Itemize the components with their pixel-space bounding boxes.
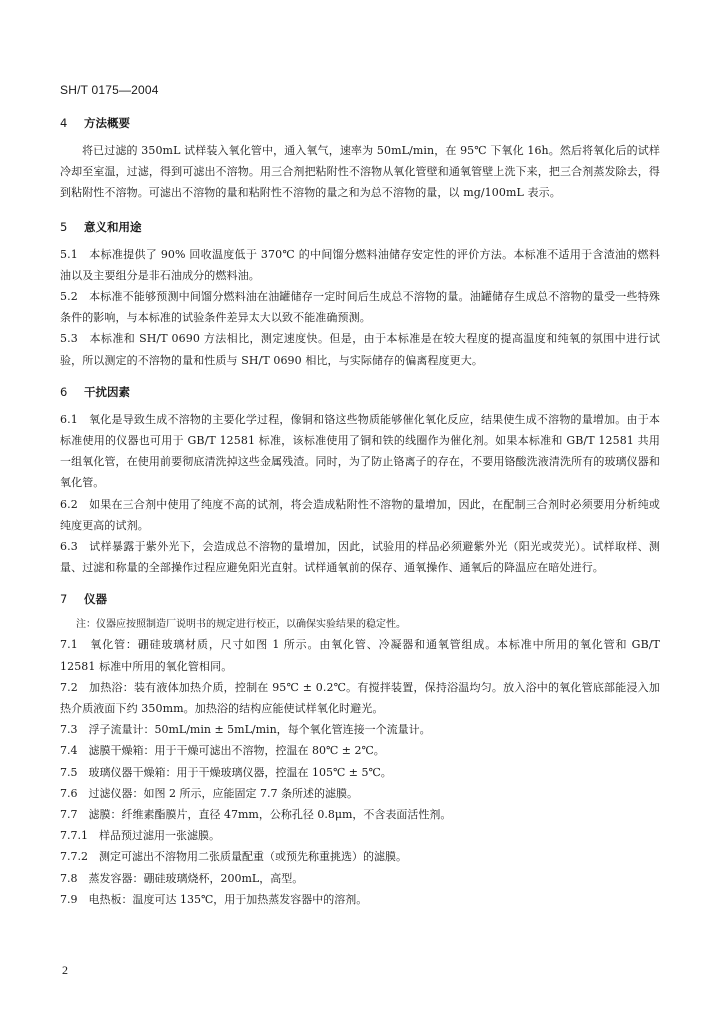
section-title: 方法概要 — [84, 116, 130, 130]
clause-6-3: 6.3 试样暴露于紫外光下，会造成总不溶物的量增加，因此，试验用的样品必须避紫外光（阳光或荧光）。试样取样、测量、过滤和称量的全部操作过程应避免阳光直射。试样通氧前的保存、通氧操作、通氧后的降温应在暗处进行。 — [60, 540, 660, 575]
clause-6-2: 6.2 如果在三合剂中使用了纯度不高的试剂，将会造成粘附性不溶物的量增加，因此，在配制三合剂时必须要用分析纯或纯度更高的试剂。 — [60, 497, 660, 532]
section-number: 4 — [60, 116, 68, 130]
clause-7-6: 7.6 过滤仪器：如图 2 所示，应能固定 7.7 条所述的滤膜。 — [60, 786, 358, 800]
clause-5-1: 5.1 本标准提供了 90% 回收温度低于 370℃ 的中间馏分燃料油储存安定性的评价方法。本标准不适用于含渣油的燃料油以及主要组分是非石油成分的燃料油。 — [60, 247, 660, 282]
clause-7-3: 7.3 浮子流量计：50mL/min ± 5mL/min，每个氧化管连接一个流量计。 — [60, 723, 431, 737]
section-heading-4 — [60, 116, 660, 130]
standard-code-header: SH/T 0175—2004 — [60, 83, 159, 97]
clause-7-4: 7.4 滤膜干燥箱：用于干燥可滤出不溶物，控温在 80℃ ± 2℃。 — [60, 744, 385, 758]
clause-7-7: 7.7 滤膜：纤维素酯膜片，直径 47mm，公称孔径 0.8μm，不含表面活性剂。 — [60, 808, 452, 822]
clause-6-1: 6.1 氧化是导致生成不溶物的主要化学过程，像铜和铬这些物质能够催化氧化反应，结果使生成不溶物的量增加。由于本标准使用的仪器也可用于 GB/T 12581 标准，该标准使用了铜和铁的线圈作为催化剂。如果本标准和 GB/T 12581 共用一组氧化管，在使用前要彻底清洗掉这些金属残渣。同时，为了防止铬离子的存在，不要用铬酸洗液清洗所有的玻璃仪器和氧化管。 — [60, 412, 660, 490]
section-number: 6 — [60, 384, 68, 399]
section-heading-6 — [60, 385, 660, 399]
clause-7-5: 7.5 玻璃仪器干燥箱：用于干燥玻璃仪器，控温在 105℃ ± 5℃。 — [60, 765, 392, 779]
section-number: 7 — [60, 592, 68, 607]
clause-5-2: 5.2 本标准不能够预测中间馏分燃料油在油罐储存一定时间后生成总不溶物的量。油罐储存生成总不溶物的量受一些特殊条件的影响，与本标准的试验条件差异太大以致不能准确预测。 — [60, 290, 660, 325]
section-4-paragraph: 将已过滤的 350mL 试样装入氧化管中，通入氧气，速率为 50mL/min，在 95℃ 下氧化 16h。然后将氧化后的试样冷却至室温，过滤，得到可滤出不溶物。用三合剂把粘附性不溶物从氧化管壁和通氧管壁上洗下来，把三合剂蒸发除去，得到粘附性不溶物。可滤出不溶物的量和粘附性不溶物的量之和为总不溶物的量，以 mg/100mL 表示。 — [60, 144, 660, 200]
clause-7-7-2: 7.7.2 测定可滤出不溶物用二张质量配重（或预先称重挑选）的滤膜。 — [60, 850, 407, 864]
section-heading-5 — [60, 220, 660, 234]
clause-5-3: 5.3 本标准和 SH/T 0690 方法相比，测定速度快。但是，由于本标准是在较大程度的提高温度和纯氧的氛围中进行试验，所以测定的不溶物的量和性质与 SH/T 0690 相比，与实际储存的偏离程度更大。 — [60, 332, 660, 367]
section-title: 仪器 — [84, 592, 107, 607]
section-title: 意义和用途 — [84, 219, 142, 234]
section-number: 5 — [60, 219, 68, 234]
clause-7-1: 7.1 氧化管：硼硅玻璃材质，尺寸如图 1 所示。由氧化管、冷凝器和通氧管组成。本标准中所用的氧化管和 GB/T 12581 标准中所用的氧化管相同。 — [60, 638, 660, 673]
page-number: 2 — [62, 963, 68, 977]
clause-7-8: 7.8 蒸发容器：硼硅玻璃烧杯，200mL，高型。 — [60, 871, 304, 885]
section-title: 干扰因素 — [84, 384, 130, 399]
section-heading-7 — [60, 592, 660, 606]
clause-7-2: 7.2 加热浴：装有液体加热介质，控制在 95℃ ± 0.2℃。有搅拌装置，保持浴温均匀。放入浴中的氧化管底部能浸入加热介质液面下约 350mm。加热浴的结构应能使试样氧化时避光。 — [60, 680, 660, 716]
clause-7-9: 7.9 电热板：温度可达 135℃，用于加热蒸发容器中的溶剂。 — [60, 892, 368, 906]
note-text: 注：仪器应按照制造厂说明书的规定进行校正，以确保实验结果的稳定性。 — [76, 619, 406, 631]
clause-7-7-1: 7.7.1 样品预过滤用一张滤膜。 — [60, 829, 220, 843]
page-content — [60, 116, 660, 910]
